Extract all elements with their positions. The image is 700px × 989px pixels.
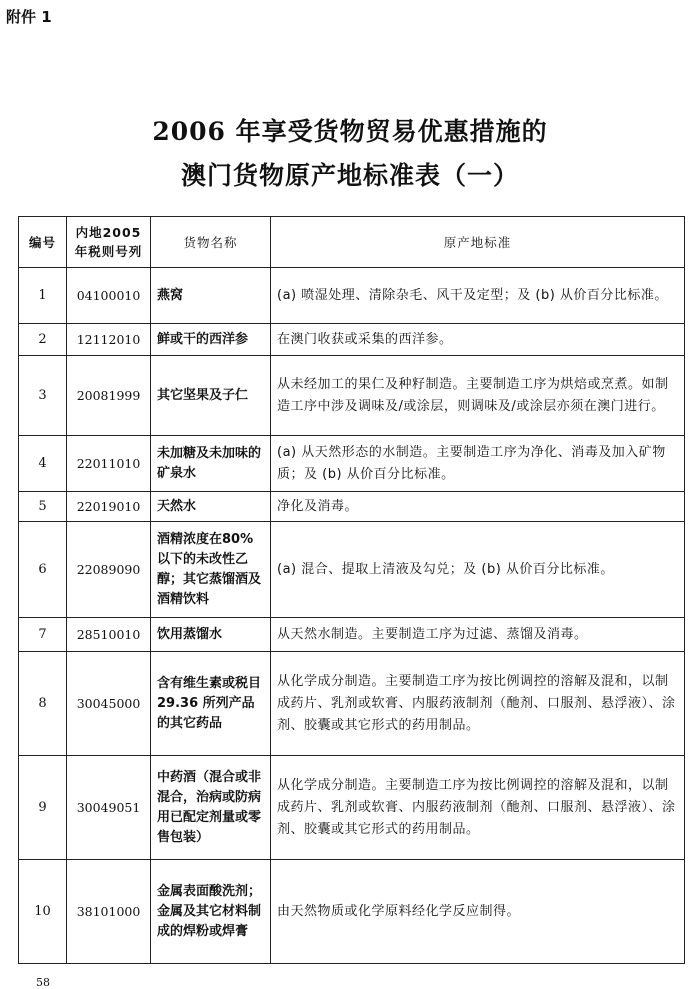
cell-name: 金属表面酸洗剂；金属及其它材料制成的焊粉或焊膏 (151, 860, 271, 964)
cell-rule: 由天然物质或化学原料经化学反应制得。 (271, 860, 685, 964)
cell-num: 6 (19, 522, 67, 618)
table-row (19, 436, 685, 492)
cell-code: 04100010 (67, 268, 151, 324)
cell-rule: 从未经加工的果仁及种籽制造。主要制造工序为烘焙或烹煮。如制造工序中涉及调味及/或涂层，则调味及/或涂层亦须在澳门进行。 (271, 356, 685, 436)
cell-num: 5 (19, 492, 67, 522)
header-code: 内地2005年税则号列 (67, 217, 151, 268)
cell-code: 22011010 (67, 436, 151, 492)
origin-standards-table (18, 216, 685, 964)
title-line-1: 2006 年享受货物贸易优惠措施的 (152, 117, 548, 146)
cell-code: 28510010 (67, 618, 151, 652)
page-number: 58 (36, 976, 50, 989)
table-row (19, 324, 685, 356)
title-line-2: 澳门货物原产地标准表（一） (180, 161, 519, 190)
cell-rule: 在澳门收获或采集的西洋参。 (271, 324, 685, 356)
cell-num: 8 (19, 652, 67, 756)
header-rule: 原产地标准 (271, 217, 685, 268)
cell-rule: (a) 从天然形态的水制造。主要制造工序为净化、消毒及加入矿物质；及 (b) 从价百分比标准。 (271, 436, 685, 492)
cell-name: 天然水 (151, 492, 271, 522)
cell-num: 1 (19, 268, 67, 324)
cell-rule: 从化学成分制造。主要制造工序为按比例调控的溶解及混和，以制成药片、乳剂或软膏、内服药液制剂（酏剂、口服剂、悬浮液）、涂剂、胶囊或其它形式的药用制品。 (271, 652, 685, 756)
annex-label: 附件 1 (6, 8, 52, 26)
table-row (19, 652, 685, 756)
cell-name: 含有维生素或税目 29.36 所列产品的其它药品 (151, 652, 271, 756)
cell-name: 酒精浓度在80%以下的未改性乙醇；其它蒸馏酒及酒精饮料 (151, 522, 271, 618)
cell-name: 中药酒（混合或非混合，治病或防病用已配定剂量或零售包装） (151, 756, 271, 860)
cell-name: 鲜或干的西洋参 (151, 324, 271, 356)
cell-code: 38101000 (67, 860, 151, 964)
header-name: 货物名称 (151, 217, 271, 268)
cell-num: 9 (19, 756, 67, 860)
cell-code: 30049051 (67, 756, 151, 860)
cell-code: 12112010 (67, 324, 151, 356)
table-row (19, 756, 685, 860)
table-row (19, 522, 685, 618)
cell-rule: 从天然水制造。主要制造工序为过滤、蒸馏及消毒。 (271, 618, 685, 652)
table-row (19, 268, 685, 324)
cell-num: 4 (19, 436, 67, 492)
cell-rule: 从化学成分制造。主要制造工序为按比例调控的溶解及混和，以制成药片、乳剂或软膏、内服药液制剂（酏剂、口服剂、悬浮液）、涂剂、胶囊或其它形式的药用制品。 (271, 756, 685, 860)
cell-name: 其它坚果及子仁 (151, 356, 271, 436)
cell-code: 22019010 (67, 492, 151, 522)
table-row (19, 860, 685, 964)
cell-code: 20081999 (67, 356, 151, 436)
cell-num: 7 (19, 618, 67, 652)
table-row (19, 618, 685, 652)
cell-rule: 净化及消毒。 (271, 492, 685, 522)
cell-name: 燕窝 (151, 268, 271, 324)
cell-name: 未加糖及未加味的矿泉水 (151, 436, 271, 492)
table-row (19, 492, 685, 522)
cell-num: 2 (19, 324, 67, 356)
cell-name: 饮用蒸馏水 (151, 618, 271, 652)
cell-num: 10 (19, 860, 67, 964)
table-row (19, 356, 685, 436)
cell-code: 22089090 (67, 522, 151, 618)
cell-code: 30045000 (67, 652, 151, 756)
table-header-row (19, 217, 685, 268)
cell-num: 3 (19, 356, 67, 436)
cell-rule: (a) 喷湿处理、清除杂毛、风干及定型；及 (b) 从价百分比标准。 (271, 268, 685, 324)
cell-rule: (a) 混合、提取上清液及勾兑；及 (b) 从价百分比标准。 (271, 522, 685, 618)
header-num: 编号 (19, 217, 67, 268)
